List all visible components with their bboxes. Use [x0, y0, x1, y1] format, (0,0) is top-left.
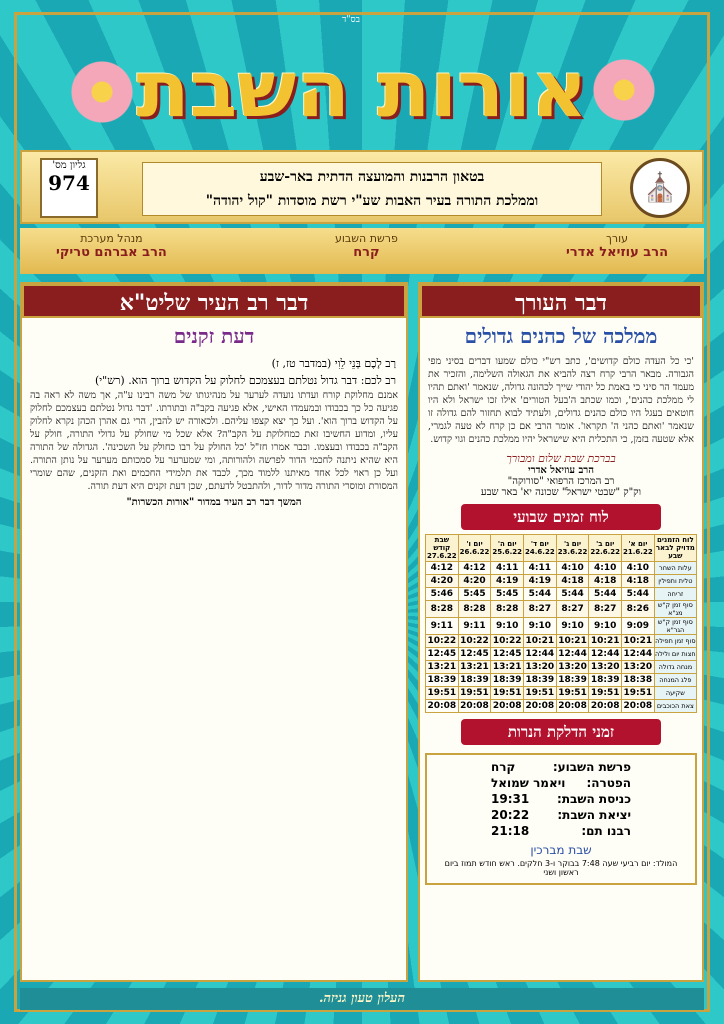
times-cell: 4:18 [556, 575, 589, 588]
staff-bar [20, 228, 704, 274]
times-cell: 19:51 [458, 687, 491, 700]
times-cell: 4:12 [458, 562, 491, 575]
times-cell: 20:08 [622, 700, 655, 713]
times-row [426, 601, 697, 618]
parasha-title: פרשת השבוע [335, 232, 398, 245]
signature-name: הרב עוזיאל אדרי [528, 465, 594, 476]
continued-note: המשך דבר רב העיר במדור "אורות הכשרות" [126, 497, 302, 508]
times-row-label: סוף זמן תפילה [654, 635, 696, 648]
times-cell: 8:27 [524, 601, 557, 618]
commentary: רב לכם: דבר גדול נטלתם בעצמכם לחלוק על הקדוש ברוך הוא. (רש"י) [95, 374, 396, 387]
candle-banner: זמני הדלקת הנרות [461, 719, 661, 745]
candle-row [431, 791, 691, 807]
times-cell: 8:27 [589, 601, 622, 618]
times-cell: 4:12 [426, 562, 459, 575]
times-cell: 18:39 [426, 674, 459, 687]
times-column-header: יום ב' 22.6.22 [589, 535, 622, 562]
times-cell: 18:39 [458, 674, 491, 687]
parasha-credit [335, 232, 398, 270]
times-cell: 5:44 [524, 588, 557, 601]
times-row [426, 674, 697, 687]
times-row [426, 700, 697, 713]
times-cell: 12:44 [589, 648, 622, 661]
candle-row [431, 775, 691, 791]
times-cell: 13:20 [556, 661, 589, 674]
times-cell: 12:45 [458, 648, 491, 661]
footer: העלון טעון גניזה. [20, 988, 704, 1010]
times-cell: 8:27 [556, 601, 589, 618]
times-table [425, 534, 697, 713]
times-cell: 20:08 [589, 700, 622, 713]
times-cell: 20:08 [556, 700, 589, 713]
candle-label: יציאת השבת: [557, 808, 631, 822]
issue-label: גליון מס' [52, 160, 86, 171]
times-row-label: סוף זמן ק"ש הגר"א [654, 618, 696, 635]
verse: רַב לָכֶם בְּנֵי לֵוִי (במדבר טז, ז) [271, 357, 396, 370]
times-cell: 18:39 [589, 674, 622, 687]
rabbi-column [20, 282, 408, 982]
times-cell: 10:21 [622, 635, 655, 648]
times-cell: 19:51 [589, 687, 622, 700]
times-cell: 5:44 [622, 588, 655, 601]
times-cell: 4:11 [491, 562, 524, 575]
candle-rows [431, 759, 691, 839]
times-cell: 20:08 [458, 700, 491, 713]
times-row [426, 618, 697, 635]
rabbi-banner: דבר רב העיר שליט"א [22, 284, 406, 318]
times-cell: 9:11 [426, 618, 459, 635]
times-cell: 5:45 [491, 588, 524, 601]
manager-name: הרב אברהם טריקי [56, 245, 167, 260]
times-row-label: זריחה [654, 588, 696, 601]
times-cell: 10:22 [426, 635, 459, 648]
candle-row [431, 807, 691, 823]
times-banner: לוח זמנים שבועי [461, 504, 661, 530]
times-cell: 12:45 [491, 648, 524, 661]
manager-title: מנהל מערכת [80, 232, 143, 245]
times-cell: 19:51 [524, 687, 557, 700]
times-cell: 13:21 [458, 661, 491, 674]
times-cell: 13:20 [589, 661, 622, 674]
issue-number: 974 [48, 171, 90, 195]
times-cell: 10:21 [589, 635, 622, 648]
times-row [426, 635, 697, 648]
masthead-title: אורות השבת [136, 45, 588, 135]
editor-heading: ממלכה של כהנים גדולים [464, 324, 658, 348]
times-row-label: מנחה גדולה [654, 661, 696, 674]
times-cell: 13:21 [426, 661, 459, 674]
times-column-header: יום א' 21.6.22 [622, 535, 655, 562]
parasha-name: קרח [353, 245, 380, 260]
times-body [426, 562, 697, 713]
times-cell: 10:22 [491, 635, 524, 648]
times-cell: 19:51 [556, 687, 589, 700]
times-cell: 4:19 [491, 575, 524, 588]
issue-box [40, 158, 98, 218]
times-cell: 18:39 [556, 674, 589, 687]
times-column-header: יום ה' 25.6.22 [491, 535, 524, 562]
times-cell: 9:11 [458, 618, 491, 635]
mevarchim: שבת מברכין [530, 843, 592, 857]
times-cell: 20:08 [524, 700, 557, 713]
subtitle-line-2: וממלכת התורה בעיר האבות שע"י רשת מוסדות "קול יהודה" [205, 193, 539, 209]
subtitle [142, 162, 602, 216]
editor-banner: דבר העורך [420, 284, 702, 318]
times-row-label: טלית ותפילין [654, 575, 696, 588]
candle-value: 19:31 [491, 792, 530, 806]
times-cell: 12:44 [622, 648, 655, 661]
candle-label: פרשת השבוע: [552, 760, 631, 774]
times-column-header: יום ד' 24.6.22 [524, 535, 557, 562]
times-cell: 12:44 [556, 648, 589, 661]
times-row-label: שקיעה [654, 687, 696, 700]
candle-label: כניסת השבת: [557, 792, 631, 806]
editor-column [418, 282, 704, 982]
editor-title: עורך [606, 232, 628, 245]
times-cell: 4:20 [458, 575, 491, 588]
times-cell: 20:08 [426, 700, 459, 713]
top-tag: בס"ד [342, 15, 360, 25]
molad: המולד: יום רביעי שעה 7:48 בבוקר ו-3 חלקים. ראש חודש תמוז ביום ראשון ושני [444, 859, 678, 877]
times-cell: 5:44 [589, 588, 622, 601]
times-cell: 8:26 [622, 601, 655, 618]
times-cell: 13:20 [524, 661, 557, 674]
times-row [426, 687, 697, 700]
times-cell: 10:22 [458, 635, 491, 648]
candle-value: 21:18 [491, 824, 530, 838]
times-cell: 9:10 [589, 618, 622, 635]
times-row [426, 588, 697, 601]
candle-label: הפטרה: [586, 776, 631, 790]
times-cell: 19:51 [491, 687, 524, 700]
times-row [426, 661, 697, 674]
times-cell: 4:10 [622, 562, 655, 575]
manager-credit [56, 232, 167, 270]
times-cell: 5:45 [458, 588, 491, 601]
times-row [426, 562, 697, 575]
times-cell: 4:18 [622, 575, 655, 588]
candle-row [431, 759, 691, 775]
candle-label: רבנו תם: [581, 824, 631, 838]
times-cell: 10:21 [524, 635, 557, 648]
candle-value: 20:22 [491, 808, 530, 822]
times-cell: 5:46 [426, 588, 459, 601]
times-cell: 4:10 [589, 562, 622, 575]
times-cell: 8:28 [458, 601, 491, 618]
times-row-label: עלות השחר [654, 562, 696, 575]
editor-signature [430, 452, 692, 498]
candle-row [431, 823, 691, 839]
editor-body: 'כי כל העדה כולם קדושים', כתב רש"י כולם שמעו דברים בסיני מפי הגבורה. מבאר הרבי קרח רצה להביא את הגאולה השלימה, והזכיר את מעמד הר סיני כי באמת כל יהודי שייך לכהונה גדולה, שנאמר 'ואתם תהיו לי ממלכת כהנים', וכמו שכתב ה'בעל הטורים' אילו זכו ישראל ולא היו חוטאים בעגל היו כולם כהנים גדולים, ולעתיד לבוא תחזור להם גדולה זו שנאמר 'ואתם כהני ה' תקראו'. אומר הרבי אם כן קרח לא טעה לגמרי, אלא שטעה בזמן, כי התכלית היא שישראל יהיו ממלכת כהנים וגוי קדוש. [428, 356, 694, 445]
blessing-line: בברכת שבת שלום ומבורך [506, 452, 616, 465]
times-row [426, 648, 697, 661]
subtitle-panel [20, 150, 704, 224]
times-cell: 4:18 [589, 575, 622, 588]
kol-yehuda-logo-icon: ⛪ [630, 158, 690, 218]
rabbi-body: אמנם מחלוקת קורח ועדתו נועדה לערער על מנהיגותו של משה רבינו ע"ה, אך משה לא ראה בה פגיעה כל כך בכבודו ובמעמדו האישי, אלא פגיעה בקב"ה ובתורתו. 'דבר גדול נטלתם בעצמכם לחלוק על הקדוש ברוך הוא'. ועל כך יצא קצפו עליהם. ולכאורה יש להבין, הרי גם אהרן הכהן נקרא לחלוק עליו, ומדוע החשיבו זאת כמחלוקת על הקב"ה? אלא שכל מי שחולק על גדולי התורה, חולק על הקב"ה בכבודו ובעצמו. וכבר אמרו חז"ל 'כל החולק על רבו כחולק על השכינה'. הגדולה של התורה היא שהיא ניתנה לחכמי הדור לפרשה ולהורותה, ומי שמערער על סמכותם מערער על נותן התורה. ועל כן ראוי לכל אחד מאיתנו ללמוד מכך, לכבד את תלמידי החכמים ואת הזקנים, שהם שומרי המסורת ומוסרי התורה מדור לדור, ולהתבטל לדעתם, שכן דעת זקנים היא דעת תורה. [30, 390, 398, 492]
times-cell: 19:51 [426, 687, 459, 700]
times-cell: 4:20 [426, 575, 459, 588]
times-cell: 12:44 [524, 648, 557, 661]
times-cell: 12:45 [426, 648, 459, 661]
times-column-header: יום ו' 26.6.22 [458, 535, 491, 562]
times-column-header: שבת קודש 27.6.22 [427, 536, 457, 560]
times-cell: 4:10 [556, 562, 589, 575]
times-cell: 8:28 [491, 601, 524, 618]
times-cell: 9:10 [491, 618, 524, 635]
times-cell: 4:19 [524, 575, 557, 588]
times-cell: 19:51 [622, 687, 655, 700]
times-column-header: יום ג' 23.6.22 [556, 535, 589, 562]
times-column-header: לוח הזמנים מדויק לבאר שבע [655, 536, 695, 560]
times-cell: 18:39 [491, 674, 524, 687]
times-cell: 8:28 [426, 601, 459, 618]
editor-name: הרב עוזיאל אדרי [566, 245, 668, 260]
times-header-row [426, 535, 697, 562]
times-cell: 4:11 [524, 562, 557, 575]
times-row-label: סוף זמן ק"ש מג"א [654, 601, 696, 618]
editor-credit [566, 232, 668, 270]
rabbi-heading: דעת זקנים [173, 324, 255, 348]
times-row-label: צאת הכוכבים [654, 700, 696, 713]
times-row-label: חצות יום ולילה [654, 648, 696, 661]
times-cell: 13:21 [491, 661, 524, 674]
times-cell: 9:10 [556, 618, 589, 635]
candle-box [425, 753, 697, 885]
times-cell: 9:09 [622, 618, 655, 635]
candle-value: קרח [491, 760, 516, 774]
times-cell: 20:08 [491, 700, 524, 713]
candle-value: ויאמר שמואל [491, 776, 566, 790]
times-row-label: פלג המנחה [654, 674, 696, 687]
signature-line-1: רב המרכז הרפואי "סורוקה" [507, 476, 615, 487]
times-cell: 10:21 [556, 635, 589, 648]
signature-line-2: וק"ק "שבטי ישראל" שכונה יא' באר שבע [480, 487, 642, 498]
times-cell: 5:44 [556, 588, 589, 601]
times-cell: 18:39 [524, 674, 557, 687]
times-row [426, 575, 697, 588]
subtitle-line-1: בטאון הרבנות והמועצה הדתית באר-שבע [259, 169, 485, 185]
times-cell: 18:38 [622, 674, 655, 687]
times-cell: 13:20 [622, 661, 655, 674]
times-cell: 9:10 [524, 618, 557, 635]
